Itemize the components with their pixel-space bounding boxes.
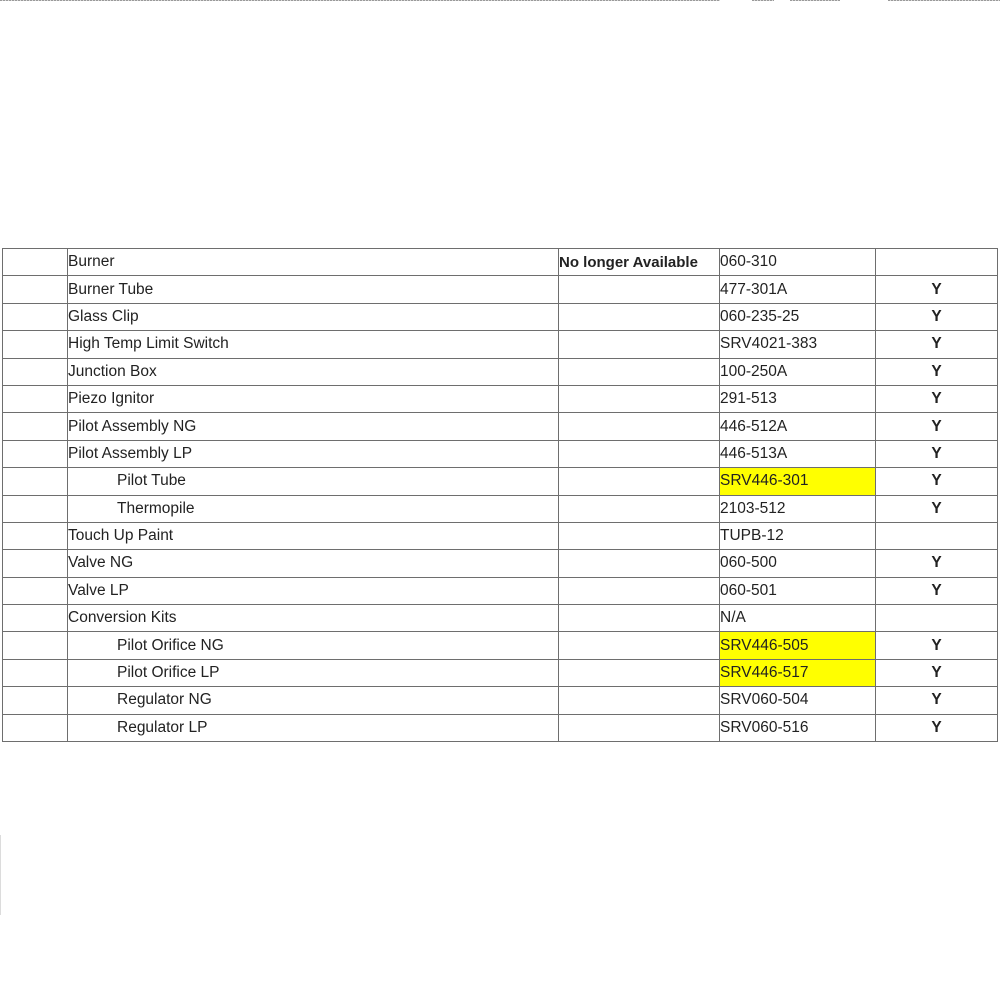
availability-note (559, 303, 720, 330)
group-cell (3, 714, 68, 741)
group-cell (3, 605, 68, 632)
group-cell (3, 687, 68, 714)
stock-flag: Y (876, 577, 998, 604)
part-number: 2103-512 (720, 495, 876, 522)
page-edge-line (0, 835, 1, 915)
cropped-text-strip (0, 0, 1000, 6)
table-row (3, 413, 998, 440)
part-name: Touch Up Paint (68, 522, 559, 549)
table-row (3, 385, 998, 412)
availability-note (559, 577, 720, 604)
part-number: SRV060-504 (720, 687, 876, 714)
group-cell (3, 495, 68, 522)
availability-note (559, 714, 720, 741)
table-row (3, 687, 998, 714)
group-cell (3, 358, 68, 385)
part-name: Glass Clip (68, 303, 559, 330)
table-row (3, 303, 998, 330)
part-name: Thermopile (68, 495, 559, 522)
part-number-highlighted: SRV446-517 (720, 659, 876, 686)
stock-flag: Y (876, 714, 998, 741)
part-name: Valve NG (68, 550, 559, 577)
availability-note (559, 522, 720, 549)
table-row (3, 605, 998, 632)
stock-flag: Y (876, 358, 998, 385)
availability-note (559, 331, 720, 358)
table-row (3, 632, 998, 659)
stock-flag (876, 522, 998, 549)
availability-note: No longer Available (559, 249, 720, 276)
availability-note (559, 276, 720, 303)
stock-flag: Y (876, 440, 998, 467)
availability-note (559, 687, 720, 714)
table-row (3, 331, 998, 358)
stock-flag: Y (876, 468, 998, 495)
stock-flag: Y (876, 303, 998, 330)
stock-flag (876, 249, 998, 276)
group-cell (3, 303, 68, 330)
table-row (3, 249, 998, 276)
part-name: Regulator NG (68, 687, 559, 714)
availability-note (559, 659, 720, 686)
part-number: N/A (720, 605, 876, 632)
part-number: 477-301A (720, 276, 876, 303)
part-number: 100-250A (720, 358, 876, 385)
group-cell (3, 331, 68, 358)
group-cell (3, 468, 68, 495)
table-row (3, 550, 998, 577)
group-cell (3, 440, 68, 467)
group-cell (3, 413, 68, 440)
part-name: Pilot Assembly LP (68, 440, 559, 467)
part-name: Pilot Orifice LP (68, 659, 559, 686)
stock-flag: Y (876, 276, 998, 303)
table-row (3, 495, 998, 522)
part-name: Piezo Ignitor (68, 385, 559, 412)
part-name: Regulator LP (68, 714, 559, 741)
table-row (3, 659, 998, 686)
parts-table (2, 248, 998, 742)
stock-flag: Y (876, 659, 998, 686)
part-number-highlighted: SRV446-301 (720, 468, 876, 495)
part-name: Junction Box (68, 358, 559, 385)
part-name: Conversion Kits (68, 605, 559, 632)
table-row (3, 276, 998, 303)
stock-flag: Y (876, 385, 998, 412)
part-number: 060-500 (720, 550, 876, 577)
stock-flag: Y (876, 550, 998, 577)
part-name: Burner (68, 249, 559, 276)
part-number: 060-235-25 (720, 303, 876, 330)
availability-note (559, 440, 720, 467)
table-row (3, 522, 998, 549)
part-name: Burner Tube (68, 276, 559, 303)
part-number: 446-513A (720, 440, 876, 467)
group-cell (3, 577, 68, 604)
stock-flag (876, 605, 998, 632)
group-cell (3, 659, 68, 686)
part-number: 060-310 (720, 249, 876, 276)
stock-flag: Y (876, 632, 998, 659)
part-number: TUPB-12 (720, 522, 876, 549)
availability-note (559, 413, 720, 440)
part-name: Pilot Tube (68, 468, 559, 495)
availability-note (559, 358, 720, 385)
part-name: Pilot Assembly NG (68, 413, 559, 440)
part-number: SRV060-516 (720, 714, 876, 741)
availability-note (559, 632, 720, 659)
stock-flag: Y (876, 331, 998, 358)
group-cell (3, 550, 68, 577)
stock-flag: Y (876, 495, 998, 522)
part-number: 291-513 (720, 385, 876, 412)
availability-note (559, 550, 720, 577)
availability-note (559, 468, 720, 495)
availability-note (559, 605, 720, 632)
part-number: SRV4021-383 (720, 331, 876, 358)
stock-flag: Y (876, 687, 998, 714)
availability-note (559, 385, 720, 412)
group-cell (3, 632, 68, 659)
table-row (3, 577, 998, 604)
availability-note (559, 495, 720, 522)
stock-flag: Y (876, 413, 998, 440)
group-cell (3, 249, 68, 276)
part-name: High Temp Limit Switch (68, 331, 559, 358)
part-number: 446-512A (720, 413, 876, 440)
group-cell (3, 276, 68, 303)
group-cell (3, 385, 68, 412)
part-number-highlighted: SRV446-505 (720, 632, 876, 659)
table-row (3, 358, 998, 385)
part-number: 060-501 (720, 577, 876, 604)
group-cell (3, 522, 68, 549)
table-row (3, 468, 998, 495)
table-row (3, 440, 998, 467)
part-name: Valve LP (68, 577, 559, 604)
table-row (3, 714, 998, 741)
part-name: Pilot Orifice NG (68, 632, 559, 659)
